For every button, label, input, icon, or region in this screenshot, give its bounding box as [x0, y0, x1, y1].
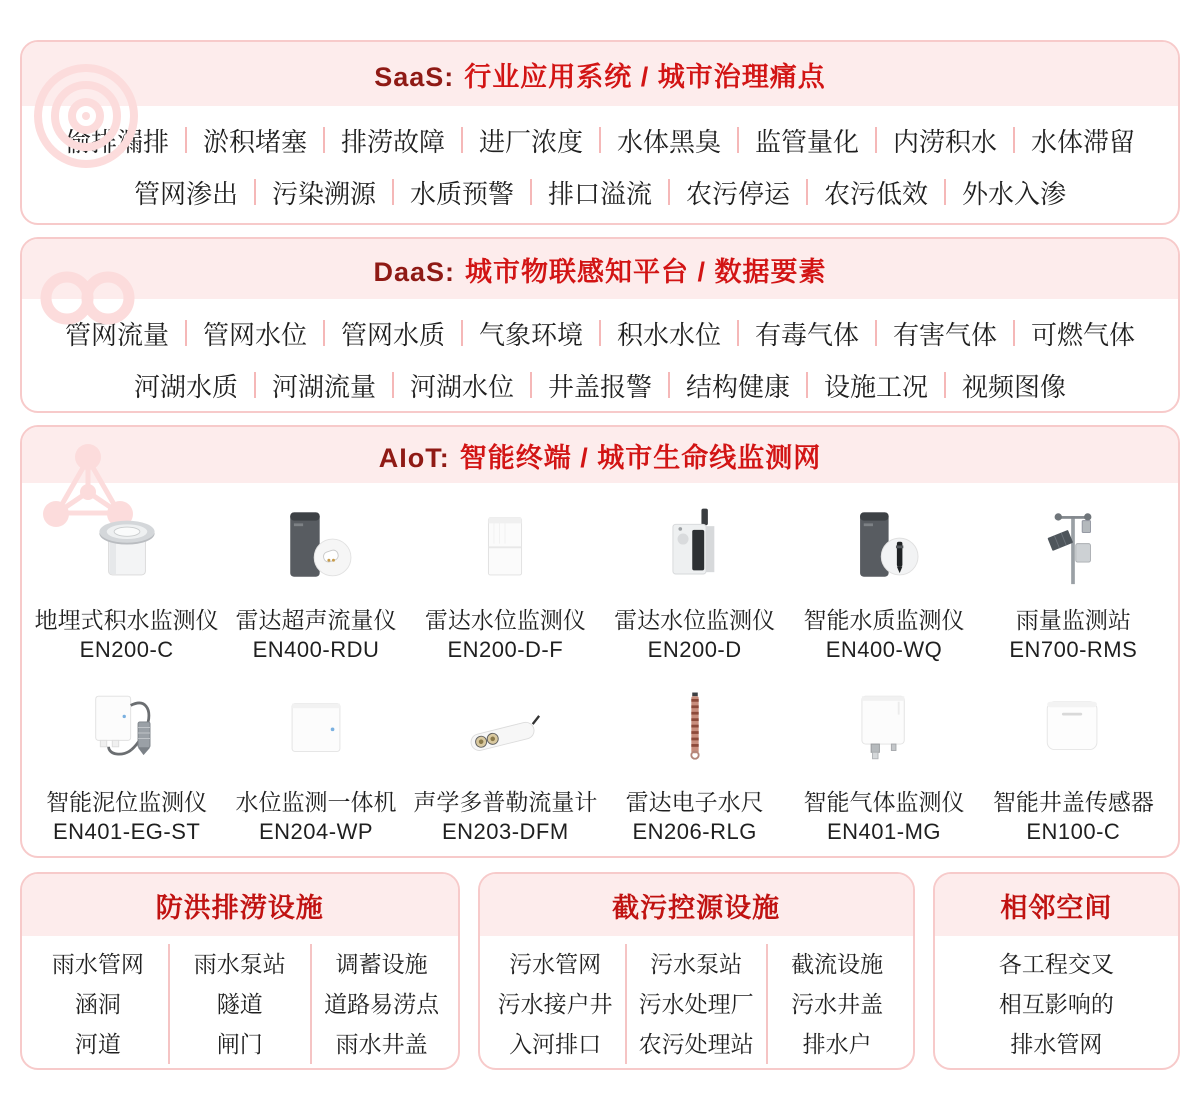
flood-control-box: [20, 872, 460, 1070]
aiot-title: [379, 436, 822, 475]
product-card: [789, 497, 978, 665]
data-element-tag: 设施工况: [824, 371, 929, 402]
flood-col-1: [28, 944, 168, 1064]
facility-item: 雨水井盖: [335, 1031, 428, 1057]
aiot-title-text: 智能终端 / 城市生命线监测网: [459, 442, 822, 473]
data-element-tag: 结构健康: [686, 371, 791, 402]
sewage-control-title: 截污控源设施: [612, 892, 781, 923]
product-card: [32, 497, 221, 665]
radar-ultrasonic-flowmeter-icon: [221, 497, 410, 597]
pain-point-tag: 排涝故障: [340, 126, 445, 157]
facility-item: 污水井盖: [791, 991, 884, 1017]
sewage-col-2: [625, 944, 766, 1064]
daas-title-text: 城市物联感知平台 / 数据要素: [465, 256, 827, 287]
daas-panel: [20, 237, 1180, 413]
pain-point-tag: 水体滞留: [1031, 126, 1136, 157]
sludge-level-monitor-icon: [32, 679, 221, 779]
data-element-tag: 井盖报警: [547, 371, 652, 402]
product-model: EN200-C: [79, 637, 174, 662]
product-model: EN400-WQ: [825, 637, 943, 662]
pain-point-tag: 农污低效: [824, 178, 929, 209]
daas-row-2: [22, 359, 1178, 411]
product-model: EN400-RDU: [252, 637, 380, 662]
product-name: 智能泥位监测仪: [46, 789, 208, 815]
flood-col-2: [168, 944, 310, 1064]
product-card: [979, 497, 1168, 665]
sewage-control-box: [478, 872, 915, 1070]
data-element-tag: 气象环境: [478, 319, 583, 350]
product-model: EN401-EG-ST: [53, 819, 201, 844]
facility-item: 污水处理厂: [638, 991, 754, 1017]
facility-item: 涵洞: [74, 991, 121, 1017]
product-name: 声学多普勒流量计: [413, 789, 598, 815]
rain-monitor-station-icon: [979, 497, 1168, 597]
facility-item: 污水泵站: [650, 951, 743, 977]
pain-point-tag: 农污停运: [686, 178, 791, 209]
facility-item: 雨水管网: [51, 951, 144, 977]
pain-point-tag: 污染溯源: [271, 178, 376, 209]
sewage-control-body: [480, 936, 913, 1070]
facility-item: 道路易涝点: [324, 991, 440, 1017]
water-quality-monitor-icon: [789, 497, 978, 597]
saas-row-2: [22, 166, 1178, 218]
water-level-all-in-one-icon: [221, 679, 410, 779]
radar-staff-gauge-icon: [600, 679, 789, 779]
radar-water-level-f-icon: [411, 497, 600, 597]
facility-item: 排水管网: [1010, 1031, 1103, 1057]
sewage-col-3: [766, 944, 907, 1064]
pain-point-tag: 排口溢流: [547, 178, 652, 209]
saas-row-1: [22, 114, 1178, 166]
data-element-tag: 河湖流量: [271, 371, 376, 402]
product-model: EN200-D-F: [447, 637, 564, 662]
saas-title-prefix: SaaS:: [374, 61, 455, 92]
facility-item: 相互影响的: [998, 991, 1114, 1017]
pain-point-tag: 监管量化: [755, 126, 860, 157]
pain-point-tag: 进厂浓度: [478, 126, 583, 157]
product-name: 水位监测一体机: [235, 789, 397, 815]
daas-title-prefix: DaaS:: [373, 256, 455, 287]
radar-water-level-icon: [600, 497, 789, 597]
pain-point-tag: 外水入渗: [962, 178, 1067, 209]
pain-point-tag: 管网渗出: [133, 178, 238, 209]
data-element-tag: 有害气体: [893, 319, 998, 350]
adjacent-space-lines: [941, 944, 1172, 1064]
facility-item: 入河排口: [509, 1031, 602, 1057]
facility-item: 河道: [74, 1031, 121, 1057]
facility-item: 排水户: [802, 1031, 872, 1057]
data-element-tag: 管网水位: [202, 319, 307, 350]
product-model: EN401-MG: [826, 819, 942, 844]
product-name: 雷达电子水尺: [625, 789, 764, 815]
product-card: [600, 497, 789, 665]
adjacent-space-body: [935, 936, 1178, 1070]
facility-item: 雨水泵站: [193, 951, 286, 977]
gas-monitor-icon: [789, 679, 978, 779]
product-name: 地埋式积水监测仪: [34, 607, 219, 633]
daas-row-1: [22, 307, 1178, 359]
adjacent-space-header: [935, 874, 1178, 936]
product-name: 雨量监测站: [1015, 607, 1131, 633]
facility-item: 截流设施: [791, 951, 884, 977]
pain-point-tag: 内涝积水: [893, 126, 998, 157]
daas-header: [22, 239, 1178, 299]
product-model: EN203-DFM: [441, 819, 569, 844]
product-name: 智能水质监测仪: [803, 607, 965, 633]
pain-point-tag: 水质预警: [409, 178, 514, 209]
product-card: [411, 679, 600, 847]
facility-item: 污水接户井: [497, 991, 613, 1017]
flood-col-3: [310, 944, 452, 1064]
aiot-header: [22, 427, 1178, 483]
aiot-panel: [20, 425, 1180, 858]
product-card: [411, 497, 600, 665]
sewage-col-1: [486, 944, 625, 1064]
saas-title-text: 行业应用系统 / 城市治理痛点: [464, 61, 826, 92]
adjacent-space-box: [933, 872, 1180, 1070]
doppler-flowmeter-icon: [411, 679, 600, 779]
data-element-tag: 管网水质: [340, 319, 445, 350]
product-name: 雷达超声流量仪: [235, 607, 397, 633]
product-card: [789, 679, 978, 847]
facility-item: 调蓄设施: [335, 951, 428, 977]
product-card: [221, 679, 410, 847]
product-model: EN100-C: [1026, 819, 1121, 844]
product-name: 智能井盖传感器: [992, 789, 1154, 815]
daas-body: [22, 299, 1178, 411]
product-name: 雷达水位监测仪: [614, 607, 776, 633]
aiot-title-prefix: AIoT:: [378, 442, 450, 473]
product-model: EN700-RMS: [1009, 637, 1138, 662]
product-name: 智能气体监测仪: [803, 789, 965, 815]
daas-title: [373, 250, 826, 289]
data-element-tag: 河湖水质: [133, 371, 238, 402]
aiot-product-grid: [22, 483, 1178, 858]
facility-item: 各工程交叉: [998, 951, 1114, 977]
facility-boxes-row: [20, 872, 1180, 1070]
flood-control-header: [22, 874, 458, 936]
pain-point-tag: 淤积堵塞: [202, 126, 307, 157]
product-card: [600, 679, 789, 847]
flood-control-body: [22, 936, 458, 1070]
saas-panel: [20, 40, 1180, 225]
data-element-tag: 积水水位: [617, 319, 722, 350]
saas-header: [22, 42, 1178, 106]
product-card: [979, 679, 1168, 847]
data-element-tag: 可燃气体: [1031, 319, 1136, 350]
data-element-tag: 视频图像: [962, 371, 1067, 402]
manhole-cover-sensor-icon: [979, 679, 1168, 779]
saas-body: [22, 106, 1178, 218]
data-element-tag: 管网流量: [64, 319, 169, 350]
product-card: [221, 497, 410, 665]
adjacent-space-title: 相邻空间: [1000, 892, 1113, 923]
flood-control-title: 防洪排涝设施: [155, 892, 324, 923]
data-element-tag: 有毒气体: [755, 319, 860, 350]
product-model: EN200-D: [647, 637, 742, 662]
product-model: EN206-RLG: [632, 819, 757, 844]
saas-title: [374, 55, 826, 94]
product-card: [32, 679, 221, 847]
facility-item: 农污处理站: [638, 1031, 754, 1057]
facility-item: 污水管网: [509, 951, 602, 977]
data-element-tag: 河湖水位: [409, 371, 514, 402]
facility-item: 隧道: [216, 991, 263, 1017]
pain-point-tag: 水体黑臭: [617, 126, 722, 157]
pain-point-tag: 偷排漏排: [64, 126, 169, 157]
product-name: 雷达水位监测仪: [424, 607, 586, 633]
sewage-control-header: [480, 874, 913, 936]
facility-item: 闸门: [216, 1031, 263, 1057]
product-model: EN204-WP: [258, 819, 374, 844]
buried-water-sensor-icon: [32, 497, 221, 597]
